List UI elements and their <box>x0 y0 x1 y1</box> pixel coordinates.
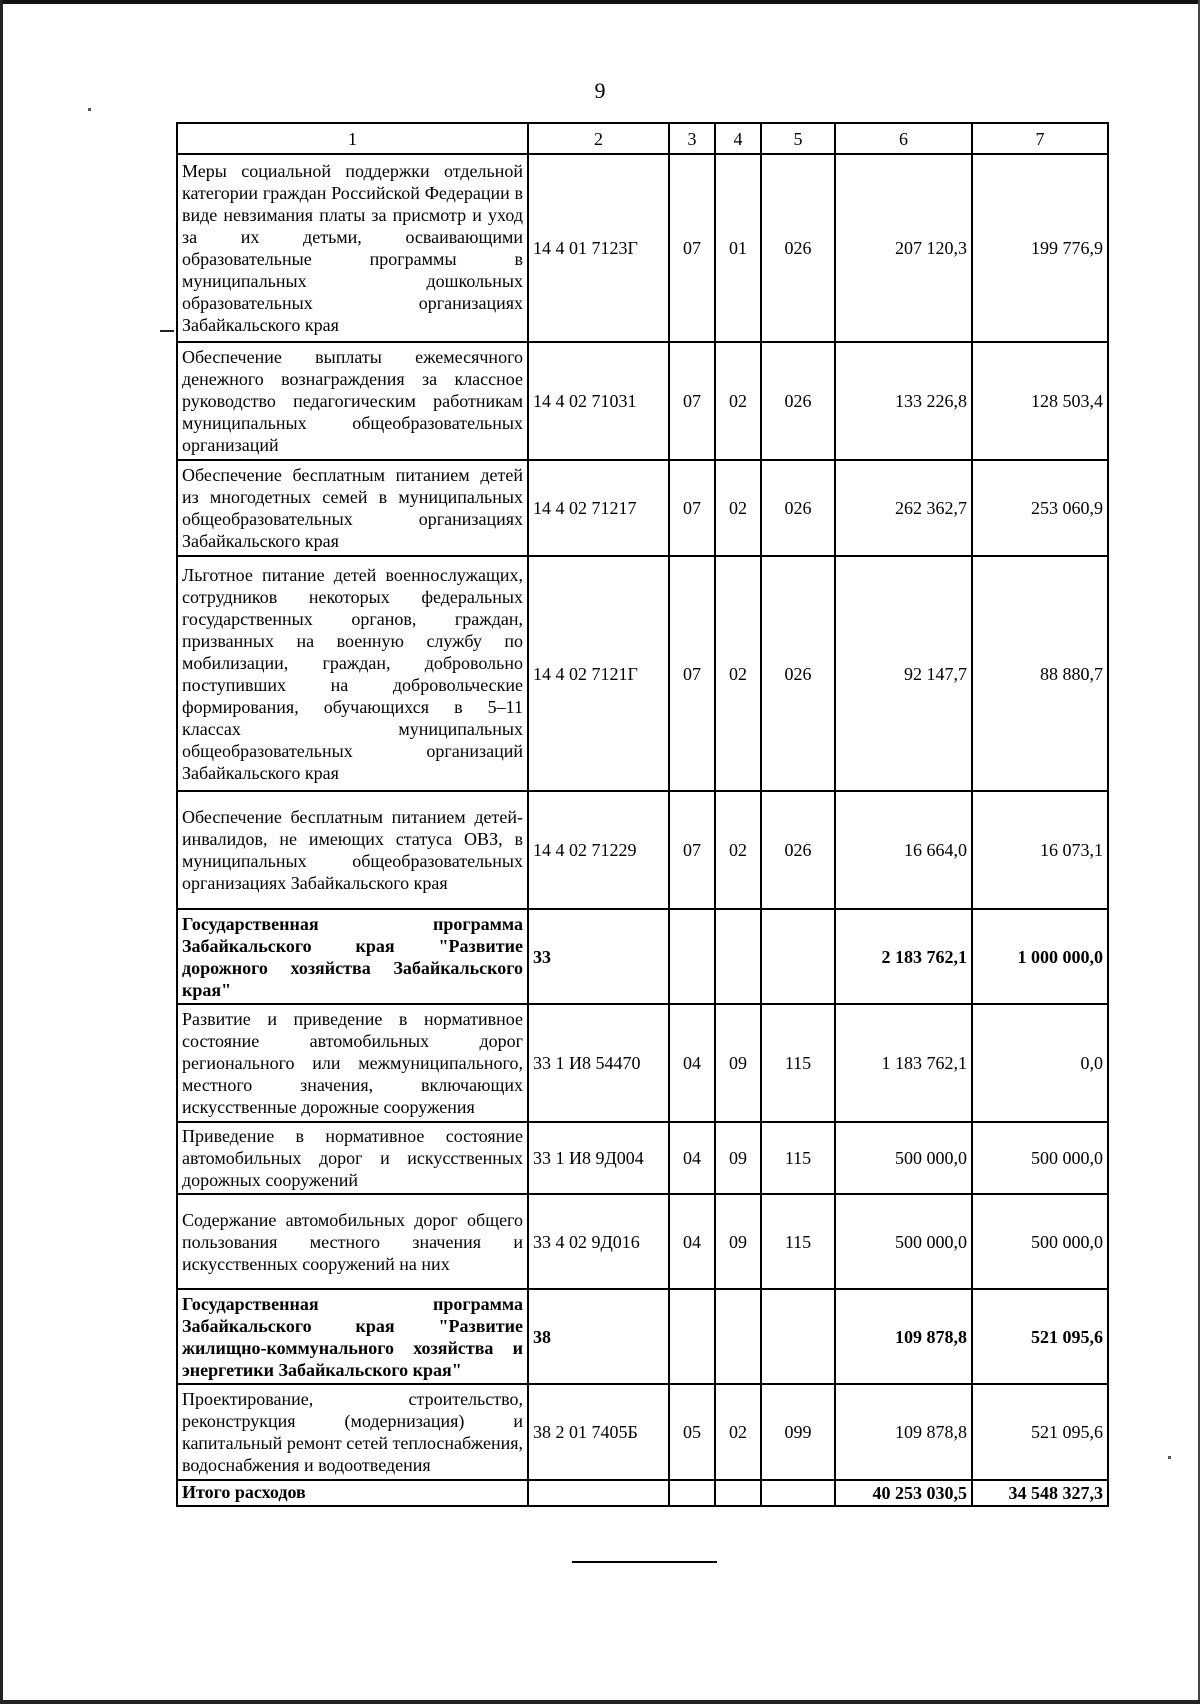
expense-type-code: 026 <box>761 460 835 556</box>
column-header-3: 3 <box>669 123 715 154</box>
table-row <box>177 556 1108 791</box>
target-article-code: 14 4 01 7123Г <box>528 154 669 342</box>
amount-col-6: 500 000,0 <box>835 1194 972 1289</box>
amount-col-6: 133 226,8 <box>835 342 972 460</box>
amount-col-7: 253 060,9 <box>972 460 1108 556</box>
section-code: 07 <box>669 342 715 460</box>
target-article-code: 14 4 02 7121Г <box>528 556 669 791</box>
target-article-code <box>528 1480 669 1506</box>
subsection-code: 02 <box>715 342 761 460</box>
table-row-total <box>177 1480 1108 1506</box>
amount-col-7: 521 095,6 <box>972 1289 1108 1384</box>
table-row <box>177 342 1108 460</box>
expense-name: Развитие и приведение в нормативное состояние автомобильных дорог регионального или межмуниципального, местного значения, включающих искусственные дорожные сооружения <box>177 1004 528 1122</box>
amount-col-7: 128 503,4 <box>972 342 1108 460</box>
expense-name: Проектирование, строительство, реконструкция (модернизация) и капитальный ремонт сетей теплоснабжения, водоснабжения и водоотведения <box>177 1384 528 1480</box>
column-header-5: 5 <box>761 123 835 154</box>
scan-speck <box>160 330 174 332</box>
expense-type-code <box>761 1289 835 1384</box>
expense-type-code: 026 <box>761 342 835 460</box>
section-code: 07 <box>669 556 715 791</box>
scan-edge-top <box>0 0 1200 4</box>
subsection-code <box>715 909 761 1004</box>
total-amount-col-7: 34 548 327,3 <box>972 1480 1108 1506</box>
target-article-code: 14 4 02 71229 <box>528 791 669 909</box>
table-row <box>177 1194 1108 1289</box>
expense-type-code <box>761 1480 835 1506</box>
expense-name: Обеспечение бесплатным питанием детей-инвалидов, не имеющих статуса ОВЗ, в муниципальных общеобразовательных организациях Забайкальского края <box>177 791 528 909</box>
scan-edge-left <box>0 0 3 1704</box>
program-name: Государственная программа Забайкальского края "Развитие жилищно-коммунального хозяйства и энергетики Забайкальского края" <box>177 1289 528 1384</box>
scan-speck <box>88 108 91 111</box>
budget-table <box>176 122 1109 1507</box>
subsection-code: 02 <box>715 556 761 791</box>
column-header-1: 1 <box>177 123 528 154</box>
footer-divider <box>572 1561 717 1563</box>
table-row-program <box>177 909 1108 1004</box>
section-code: 05 <box>669 1384 715 1480</box>
expense-type-code: 099 <box>761 1384 835 1480</box>
section-code: 07 <box>669 154 715 342</box>
amount-col-6: 2 183 762,1 <box>835 909 972 1004</box>
program-code: 33 <box>528 909 669 1004</box>
expense-name: Обеспечение бесплатным питанием детей из многодетных семей в муниципальных общеобразовательных организациях Забайкальского края <box>177 460 528 556</box>
amount-col-7: 1 000 000,0 <box>972 909 1108 1004</box>
target-article-code: 33 4 02 9Д016 <box>528 1194 669 1289</box>
table-row-program <box>177 1289 1108 1384</box>
amount-col-6: 92 147,7 <box>835 556 972 791</box>
target-article-code: 33 1 И8 54470 <box>528 1004 669 1122</box>
expense-type-code: 115 <box>761 1194 835 1289</box>
amount-col-6: 109 878,8 <box>835 1384 972 1480</box>
expense-type-code: 026 <box>761 556 835 791</box>
expense-name: Приведение в нормативное состояние автомобильных дорог и искусственных дорожных сооружений <box>177 1122 528 1194</box>
expense-name: Меры социальной поддержки отдельной категории граждан Российской Федерации в виде невзимания платы за присмотр и уход за их детьми, осваивающими образовательные программы в муниципальных дошкольных образовательных организациях Забайкальского края <box>177 154 528 342</box>
amount-col-6: 109 878,8 <box>835 1289 972 1384</box>
section-code: 04 <box>669 1122 715 1194</box>
section-code: 07 <box>669 791 715 909</box>
amount-col-6: 1 183 762,1 <box>835 1004 972 1122</box>
section-code: 04 <box>669 1004 715 1122</box>
subsection-code: 09 <box>715 1122 761 1194</box>
table-row <box>177 460 1108 556</box>
expense-type-code: 115 <box>761 1004 835 1122</box>
target-article-code: 14 4 02 71217 <box>528 460 669 556</box>
program-name: Государственная программа Забайкальского края "Развитие дорожного хозяйства Забайкальского края" <box>177 909 528 1004</box>
subsection-code: 09 <box>715 1004 761 1122</box>
target-article-code: 14 4 02 71031 <box>528 342 669 460</box>
amount-col-7: 16 073,1 <box>972 791 1108 909</box>
amount-col-7: 500 000,0 <box>972 1122 1108 1194</box>
header-row <box>177 123 1108 154</box>
section-code <box>669 909 715 1004</box>
expense-name: Льготное питание детей военнослужащих, сотрудников некоторых федеральных государственных органов, граждан, призванных на военную службу по мобилизации, граждан, добровольно поступивших на добровольческие формирования, обучающихся в 5–11 классах муниципальных общеобразовательных организаций Забайкальского края <box>177 556 528 791</box>
target-article-code: 38 2 01 7405Б <box>528 1384 669 1480</box>
scan-edge-bottom <box>0 1700 1200 1704</box>
amount-col-6: 16 664,0 <box>835 791 972 909</box>
page-number: 9 <box>594 78 606 103</box>
subsection-code: 09 <box>715 1194 761 1289</box>
section-code <box>669 1480 715 1506</box>
expense-name: Содержание автомобильных дорог общего пользования местного значения и искусственных сооружений на них <box>177 1194 528 1289</box>
section-code <box>669 1289 715 1384</box>
column-header-4: 4 <box>715 123 761 154</box>
amount-col-7: 500 000,0 <box>972 1194 1108 1289</box>
amount-col-6: 207 120,3 <box>835 154 972 342</box>
amount-col-7: 199 776,9 <box>972 154 1108 342</box>
section-code: 07 <box>669 460 715 556</box>
expense-type-code <box>761 909 835 1004</box>
amount-col-6: 262 362,7 <box>835 460 972 556</box>
amount-col-7: 0,0 <box>972 1004 1108 1122</box>
subsection-code: 02 <box>715 791 761 909</box>
total-label: Итого расходов <box>177 1480 528 1506</box>
scan-speck <box>1168 1456 1171 1459</box>
table-row <box>177 791 1108 909</box>
subsection-code <box>715 1480 761 1506</box>
amount-col-7: 88 880,7 <box>972 556 1108 791</box>
subsection-code: 01 <box>715 154 761 342</box>
total-amount-col-6: 40 253 030,5 <box>835 1480 972 1506</box>
column-header-6: 6 <box>835 123 972 154</box>
target-article-code: 33 1 И8 9Д004 <box>528 1122 669 1194</box>
program-code: 38 <box>528 1289 669 1384</box>
table-row <box>177 1122 1108 1194</box>
expense-type-code: 026 <box>761 154 835 342</box>
table-row <box>177 1384 1108 1480</box>
subsection-code <box>715 1289 761 1384</box>
amount-col-7: 521 095,6 <box>972 1384 1108 1480</box>
expense-type-code: 115 <box>761 1122 835 1194</box>
section-code: 04 <box>669 1194 715 1289</box>
table-row <box>177 1004 1108 1122</box>
column-header-7: 7 <box>972 123 1108 154</box>
expense-name: Обеспечение выплаты ежемесячного денежного вознаграждения за классное руководство педагогическим работникам муниципальных общеобразовательных организаций <box>177 342 528 460</box>
table-row <box>177 154 1108 342</box>
expense-type-code: 026 <box>761 791 835 909</box>
amount-col-6: 500 000,0 <box>835 1122 972 1194</box>
subsection-code: 02 <box>715 1384 761 1480</box>
subsection-code: 02 <box>715 460 761 556</box>
column-header-2: 2 <box>528 123 669 154</box>
